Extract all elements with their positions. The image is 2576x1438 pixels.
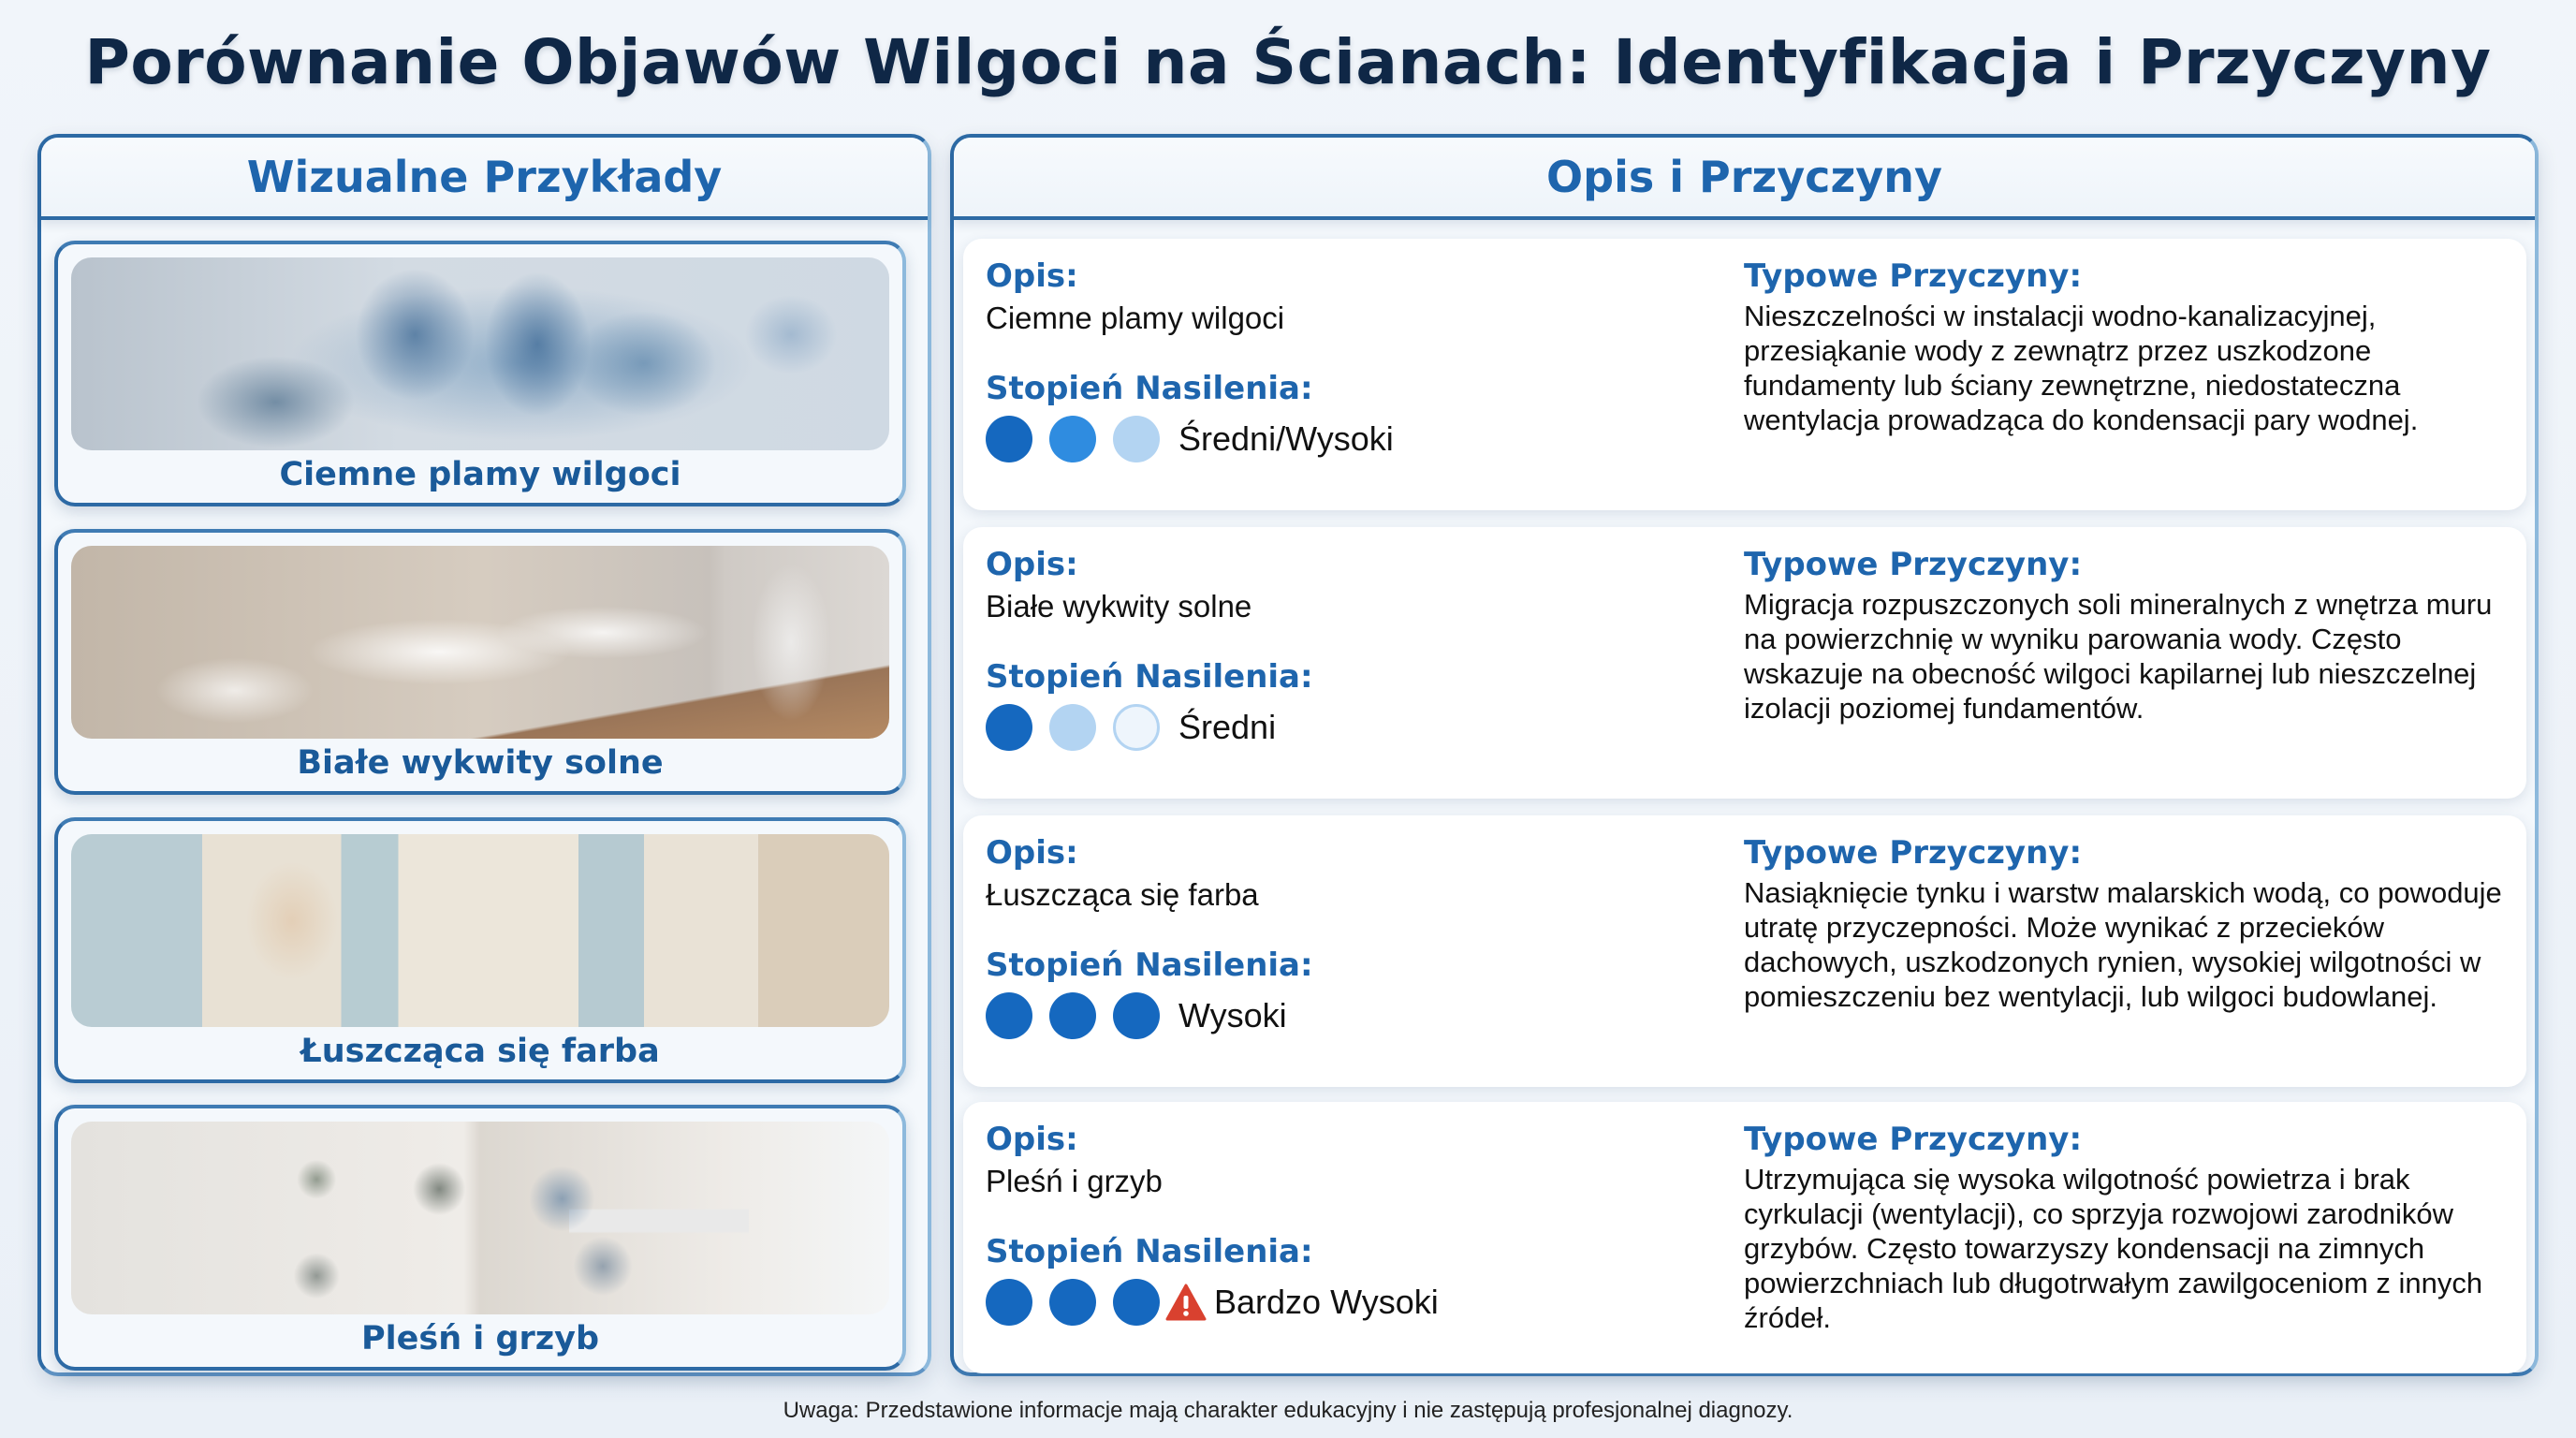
severity-indicator — [986, 1276, 1716, 1328]
visual-card-label: Białe wykwity solne — [297, 744, 664, 782]
visual-examples-panel — [37, 134, 931, 1376]
description-label: Opis: — [986, 257, 1078, 295]
causes-label: Typowe Przyczyny: — [1744, 546, 2083, 583]
causes-text: Utrzymująca się wysoka wilgotność powietrza i brak cyrkulacji (wentylacji), co sprzyja rozwojowi zarodników grzybów. Często towarzyszy kondensacji na zimnych powierzchniach lub długotrwałym zawilgoceniom z innych źródeł. — [1744, 1163, 2483, 1334]
severity-text: Wysoki — [1178, 996, 1287, 1034]
description-text: Łuszcząca się farba — [986, 877, 1259, 912]
causes-text: Nieszczelności w instalacji wodno-kanalizacyjnej, przesiąkanie wody z zewnątrz przez uszkodzone fundamenty lub ściany zewnętrzne, niedostateczna wentylacja prowadząca do kondensacji pary wodnej. — [1744, 300, 2419, 436]
severity-label: Stopień Nasilenia: — [986, 370, 1313, 407]
causes-label: Typowe Przyczyny: — [1744, 257, 2083, 295]
severity-indicator — [986, 990, 1716, 1042]
damp-stain-image — [71, 257, 889, 450]
severity-text: Średni/Wysoki — [1178, 419, 1394, 458]
severity-dot-empty-icon — [1113, 704, 1160, 751]
mold-fungus-image — [71, 1122, 889, 1314]
severity-indicator — [986, 413, 1716, 465]
severity-text: Bardzo Wysoki — [1214, 1283, 1439, 1321]
severity-dot-filled-icon — [986, 1279, 1032, 1326]
severity-label: Stopień Nasilenia: — [986, 658, 1313, 696]
visual-card-mold — [54, 1105, 906, 1371]
severity-dot-filled-icon — [986, 704, 1032, 751]
visual-examples-header: Wizualne Przykłady — [41, 138, 928, 220]
visual-card-damp-stains — [54, 241, 906, 506]
description-text: Białe wykwity solne — [986, 589, 1252, 624]
symptom-row-peeling-paint — [963, 815, 2526, 1087]
severity-label: Stopień Nasilenia: — [986, 946, 1313, 984]
causes-label: Typowe Przyczyny: — [1744, 1121, 2083, 1158]
description-label: Opis: — [986, 546, 1078, 583]
description-label: Opis: — [986, 834, 1078, 872]
visual-card-label: Ciemne plamy wilgoci — [279, 456, 681, 493]
description-causes-panel — [950, 134, 2539, 1376]
symptom-row-salt-efflorescence — [963, 527, 2526, 799]
description-label: Opis: — [986, 1121, 1078, 1158]
severity-dot-filled-icon — [1113, 1279, 1160, 1326]
disclaimer-footer: Uwaga: Przedstawione informacje mają charakter edukacyjny i nie zastępują profesjonalnej diagnozy. — [783, 1398, 1793, 1423]
severity-dot-medium-icon — [1049, 416, 1096, 462]
severity-dot-filled-icon — [986, 992, 1032, 1039]
severity-dot-filled-icon — [1049, 992, 1096, 1039]
page-title: Porównanie Objawów Wilgoci na Ścianach: Identyfikacja i Przyczyny — [84, 26, 2492, 98]
visual-card-label: Pleśń i grzyb — [360, 1320, 600, 1357]
visual-card-peeling-paint — [54, 817, 906, 1083]
causes-text: Nasiąknięcie tynku i warstw malarskich wodą, co powoduje utratę przyczepności. Może wynikać z przecieków dachowych, uszkodzonych rynien, wysokiej wilgotności w pomieszczeniu bez wentylacji, lub wilgoci budowlanej. — [1744, 876, 2502, 1013]
severity-dot-light-icon — [1113, 416, 1160, 462]
description-text: Pleśń i grzyb — [986, 1164, 1163, 1198]
severity-indicator — [986, 701, 1716, 754]
salt-efflorescence-image — [71, 546, 889, 739]
severity-dot-filled-icon — [1049, 1279, 1096, 1326]
visual-card-salt-efflorescence — [54, 529, 906, 795]
causes-label: Typowe Przyczyny: — [1744, 834, 2083, 872]
symptom-row-damp-stains — [963, 239, 2526, 510]
visual-card-label: Łuszcząca się farba — [300, 1033, 660, 1070]
peeling-paint-image — [71, 834, 889, 1027]
severity-dot-filled-icon — [986, 416, 1032, 462]
severity-dot-filled-icon — [1113, 992, 1160, 1039]
description-causes-header: Opis i Przyczyny — [954, 138, 2535, 220]
warning-triangle-icon — [1165, 1284, 1207, 1321]
severity-dot-light-icon — [1049, 704, 1096, 751]
description-text: Ciemne plamy wilgoci — [986, 301, 1285, 335]
severity-text: Średni — [1178, 708, 1277, 746]
symptom-row-mold — [963, 1102, 2526, 1373]
severity-label: Stopień Nasilenia: — [986, 1233, 1313, 1270]
causes-text: Migracja rozpuszczonych soli mineralnych z wnętrza muru na powierzchnię w wyniku parowania wody. Często wskazuje na obecność wilgoci kapilarnej lub nieszczelnej izolacji poziomej fundamentów. — [1744, 588, 2493, 725]
